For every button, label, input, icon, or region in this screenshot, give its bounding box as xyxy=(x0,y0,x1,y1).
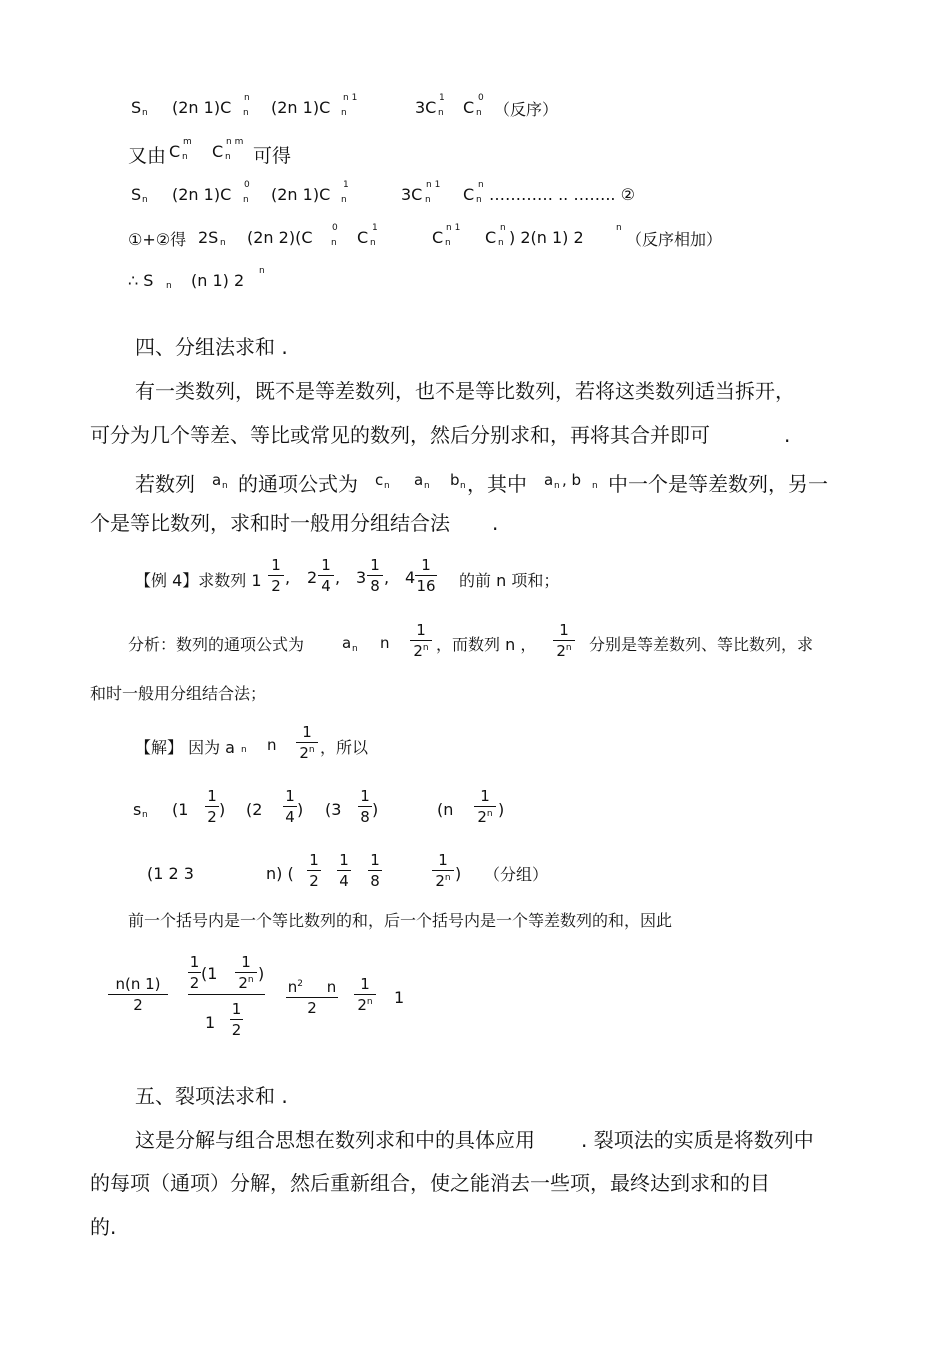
math-term: a xyxy=(212,471,222,489)
paragraph-line: 和时一般用分组结合法； xyxy=(90,684,267,703)
text: ①+②得 xyxy=(128,230,187,249)
text: 若数列 xyxy=(135,472,195,496)
fraction: 1 2$^n$ xyxy=(235,953,257,992)
math-term: (1 2 3 xyxy=(147,864,194,883)
math-superscript: n 1 xyxy=(343,93,358,103)
math-term: ) 2(n 1) 2 xyxy=(509,228,584,247)
math-subscript: n xyxy=(341,108,347,118)
section-heading-5: 五、裂项法求和 . xyxy=(135,1084,288,1108)
math-subscript: n xyxy=(370,238,376,248)
math-term: C xyxy=(485,228,497,247)
math-term: (1 xyxy=(201,964,218,983)
math-subscript: n xyxy=(166,281,172,291)
math-term: 2S xyxy=(198,228,219,247)
math-subscript: n xyxy=(142,108,148,118)
math-subscript: n xyxy=(142,810,148,820)
math-subscript: n xyxy=(220,238,226,248)
math-term: s xyxy=(133,800,142,819)
math-superscript: n 1 xyxy=(446,223,461,233)
math-term: n xyxy=(267,736,277,754)
fraction: 1 4 xyxy=(318,556,334,595)
math-term: a xyxy=(414,471,424,489)
math-superscript: 1 xyxy=(343,180,349,190)
ellipsis-label: ………… .. …….. ② xyxy=(489,185,635,204)
math-subscript: n xyxy=(142,195,148,205)
math-superscript: n 1 xyxy=(426,180,441,190)
math-superscript: n xyxy=(616,223,622,233)
fraction: 1 2 xyxy=(307,851,321,890)
math-term: ) xyxy=(455,864,462,883)
math-subscript: n xyxy=(425,195,431,205)
math-subscript: n xyxy=(592,481,598,491)
math-subscript: n xyxy=(241,745,247,755)
math-term: , b xyxy=(562,471,582,489)
math-superscript: m xyxy=(183,137,192,147)
fraction-bar xyxy=(188,994,265,995)
math-superscript: 0 xyxy=(478,93,484,103)
fraction: 1 2$^n$ xyxy=(432,851,454,890)
fraction: 1 2$^n$ xyxy=(474,787,496,826)
math-term: n xyxy=(380,634,390,652)
math-subscript: n xyxy=(445,238,451,248)
integer-part: 4 xyxy=(405,568,416,587)
math-term: ) xyxy=(372,800,379,819)
fraction: 1 8 xyxy=(368,851,382,890)
fraction: $n^2$ n 2 xyxy=(287,978,337,1017)
math-term: c xyxy=(375,471,384,489)
math-superscript: n m xyxy=(226,137,244,147)
math-subscript: n xyxy=(182,152,188,162)
math-term: (2n 1)C xyxy=(172,98,232,117)
paragraph-line: 有一类数列，既不是等差数列，也不是等比数列，若将这类数列适当拆开， xyxy=(135,379,795,403)
math-subscript: n xyxy=(554,481,560,491)
math-subscript: n xyxy=(438,108,444,118)
math-subscript: n xyxy=(460,481,466,491)
annotation: （反序） xyxy=(494,100,559,119)
math-term: 3C xyxy=(415,98,437,117)
math-subscript: n xyxy=(498,238,504,248)
math-term: ) xyxy=(258,964,265,983)
math-subscript: n xyxy=(331,238,337,248)
text: 的通项公式为 xyxy=(238,472,358,496)
math-term: 1 xyxy=(205,1013,216,1032)
math-superscript: 0 xyxy=(244,180,250,190)
math-term: (n 1) 2 xyxy=(191,271,245,290)
math-subscript: n xyxy=(243,108,249,118)
math-term: ∴ S xyxy=(128,271,154,290)
text: 分别是等差数列、等比数列，求 xyxy=(589,635,814,654)
math-term: ) xyxy=(498,800,505,819)
math-term: C xyxy=(169,142,181,161)
annotation: （反序相加） xyxy=(626,230,723,249)
separator: , xyxy=(335,568,341,587)
math-superscript: n xyxy=(478,180,484,190)
fraction: 1 8 xyxy=(358,787,372,826)
math-symbol: S xyxy=(131,185,142,204)
paragraph-line: 个是等比数列，求和时一般用分组结合法 xyxy=(90,511,450,535)
text: 可得 xyxy=(253,145,292,167)
math-subscript: n xyxy=(352,644,358,654)
fraction: 1 2 xyxy=(268,556,284,595)
explanation-line: 前一个括号内是一个等比数列的和，后一个括号内是一个等差数列的和，因此 xyxy=(128,911,673,930)
fraction: n(n 1) 2 xyxy=(108,975,168,1014)
math-term: C xyxy=(432,228,444,247)
math-subscript: n xyxy=(222,481,228,491)
text: 的前 n 项和； xyxy=(459,571,560,590)
paragraph-line: 的. xyxy=(90,1215,117,1239)
annotation: （分组） xyxy=(484,865,549,884)
math-subscript: n xyxy=(384,481,390,491)
section-heading-4: 四、分组法求和 . xyxy=(135,335,288,359)
fraction: 1 16 xyxy=(416,556,436,595)
text: 分析：数列的通项公式为 xyxy=(128,635,305,654)
fraction: 1 2$^n$ xyxy=(410,621,432,660)
math-term: (2n 1)C xyxy=(271,98,331,117)
math-term: (2n 1)C xyxy=(172,185,232,204)
math-term: (n xyxy=(437,800,454,819)
fraction: 1 2$^n$ xyxy=(553,621,575,660)
math-term: a xyxy=(342,634,352,652)
fraction: 1 4 xyxy=(283,787,297,826)
integer-part: 2 xyxy=(307,568,318,587)
math-subscript: n xyxy=(243,195,249,205)
math-term: a xyxy=(544,471,554,489)
text: 又由 xyxy=(128,145,167,167)
paragraph-punct: . xyxy=(784,423,791,447)
math-subscript: n xyxy=(424,481,430,491)
text: ，而数列 n ， xyxy=(436,635,537,654)
text: 【解】 因为 a xyxy=(135,738,235,757)
separator: , xyxy=(384,568,390,587)
math-superscript: 1 xyxy=(372,223,378,233)
math-subscript: n xyxy=(341,195,347,205)
fraction: 1 2$^n$ xyxy=(354,975,376,1014)
math-subscript: n xyxy=(476,108,482,118)
integer-part: 3 xyxy=(356,568,367,587)
fraction: 1 2 xyxy=(231,1000,242,1039)
math-superscript: n xyxy=(259,266,265,276)
text: ，其中 xyxy=(467,472,527,496)
math-term: (3 xyxy=(325,800,342,819)
math-term: C xyxy=(463,98,475,117)
example-label: 【例 4】求数列 1 xyxy=(135,571,262,590)
math-term: (2n 1)C xyxy=(271,185,331,204)
paragraph-line: . 裂项法的实质是将数列中 xyxy=(581,1128,814,1152)
math-superscript: n xyxy=(500,223,506,233)
math-subscript: n xyxy=(476,195,482,205)
math-term: n) ( xyxy=(266,864,294,883)
math-term: C xyxy=(212,142,224,161)
math-term: ) xyxy=(219,800,226,819)
paragraph-line: 这是分解与组合思想在数列求和中的具体应用 xyxy=(135,1128,535,1152)
fraction: 1 8 xyxy=(367,556,383,595)
math-term: C xyxy=(357,228,369,247)
math-term: (2n 2)(C xyxy=(247,228,313,247)
math-term: ) xyxy=(297,800,304,819)
separator: , xyxy=(285,568,291,587)
math-subscript: n xyxy=(225,152,231,162)
math-term: 1 xyxy=(394,988,405,1007)
fraction: 1 2 xyxy=(189,953,200,992)
fraction: 1 2$^n$ xyxy=(296,723,318,762)
math-term: 3C xyxy=(401,185,423,204)
text: ，所以 xyxy=(320,738,369,757)
math-superscript: 0 xyxy=(332,223,338,233)
paragraph-line: 可分为几个等差、等比或常见的数列，然后分别求和，再将其合并即可 xyxy=(90,423,710,447)
fraction: 1 4 xyxy=(337,851,351,890)
math-symbol: S xyxy=(131,98,142,117)
math-term: b xyxy=(450,471,460,489)
fraction: 1 2 xyxy=(205,787,219,826)
paragraph-punct: . xyxy=(492,511,499,535)
math-term: (1 xyxy=(172,800,189,819)
math-superscript: 1 xyxy=(439,93,445,103)
paragraph-line: 的每项（通项）分解，然后重新组合，使之能消去一些项，最终达到求和的目 xyxy=(90,1171,770,1195)
math-superscript: n xyxy=(244,93,250,103)
text: 中一个是等差数列，另一 xyxy=(608,472,828,496)
math-term: C xyxy=(463,185,475,204)
math-term: (2 xyxy=(246,800,263,819)
